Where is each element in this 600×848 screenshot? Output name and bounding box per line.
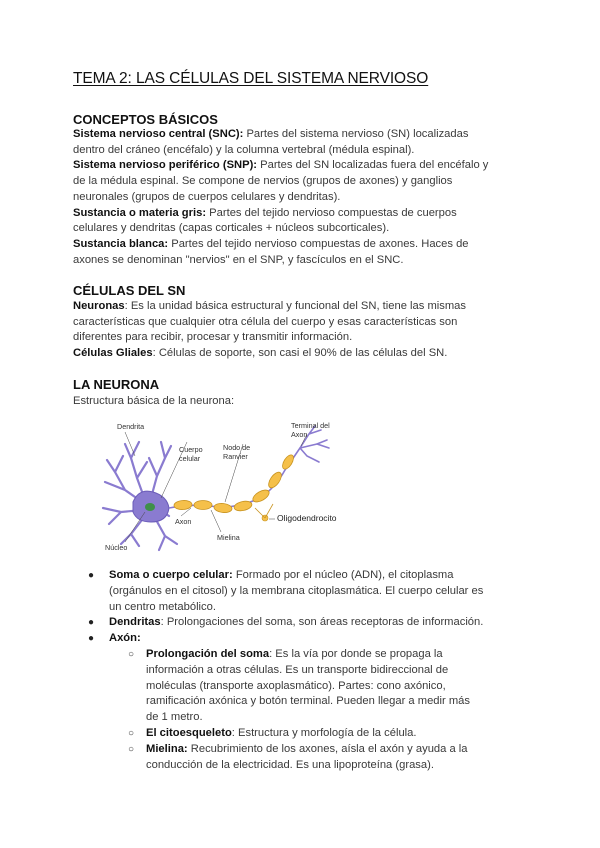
snp-text: Partes del SN localizadas fuera del encéfalo y [257,159,489,172]
gris-text: Partes del tejido nervioso compuestas de cuerpos [206,206,457,219]
term-mielina: Mielina: [146,742,188,755]
term-gliales: Células Gliales [73,347,153,360]
term-snp: Sistema nervioso periférico (SNP): [73,159,258,172]
page-title: TEMA 2: LAS CÉLULAS DEL SISTEMA NERVIOSO [73,70,429,87]
prolong-text-2: información a otras células. Es un transporte bidireccional de [146,663,449,676]
neuronas-text-2: características que cualquier otra célula del cuerpo y esas características son [73,315,458,328]
label-dendrita: Dendrita [117,422,145,431]
term-blanca: Sustancia blanca: [73,237,169,250]
snc-text: Partes del sistema nervioso (SN) localizadas [243,128,469,140]
term-dendritas: Dendritas [109,616,161,629]
bullet-icon: ● [88,570,95,581]
bullet-icon: ● [88,617,95,629]
oligodendrocyte-shape [255,504,273,521]
circle-bullet-icon: ○ [128,727,135,739]
label-nodo-2: Ranvier [223,452,248,461]
snp-text-3: neuronales (grupos de cuerpos celulares y dendritas). [73,190,341,203]
gris-text-2: celulares y dendritas (capas corticales + núcleos subcorticales). [73,222,390,235]
label-terminal-1: Terminal del [291,421,330,430]
neuronas-text: : Es la unidad básica estructural y funcional del SN, tiene las mismas [124,300,466,312]
soma-text: Formado por el núcleo (ADN), el citoplasma [232,569,454,581]
term-prolongacion: Prolongación del soma [146,647,270,660]
label-cuerpo-2: celular [179,454,201,463]
dendritas-text: : Prolongaciones del soma, son áreas receptoras de información. [160,616,484,629]
bullet-icon: ● [88,633,95,645]
celulas-paragraph [73,299,535,362]
label-oligodendrocito: Oligodendrocito [277,513,337,523]
label-cuerpo-1: Cuerpo [179,445,203,454]
prolong-text-3: moléculas (transporte axoplasmático). Partes: cono axónico, [146,679,446,692]
prolong-text: : Es la vía por donde se propaga la [269,647,443,660]
term-neuronas: Neuronas [73,300,125,312]
soma-text-3: un centro metabólico. [109,600,216,613]
neurona-list [73,568,535,773]
circle-bullet-icon: ○ [128,743,135,755]
blanca-text-2: axones se denominan "nervios" en el SNP, y fascículos en el SNC. [73,253,404,266]
list-item-soma [73,568,535,615]
term-snc: Sistema nervioso central (SNC): [73,128,244,140]
mielina-text-2: conducción de la electricidad. Es una lipoproteína (grasa). [146,758,434,771]
sublist-item-mielina [73,742,535,774]
term-soma: Soma o cuerpo celular: [109,569,233,581]
label-axon: Axon [175,517,192,526]
heading-neurona: LA NEURONA [73,377,160,392]
conceptos-paragraph [73,127,535,268]
label-terminal-2: Axon [291,430,308,439]
circle-bullet-icon: ○ [128,648,135,660]
snc-text-2: dentro del cráneo (encéfalo) y la columna vertebral (médula espinal). [73,143,415,156]
prolong-text-5: de 1 metro. [146,711,203,724]
snp-text-2: de la médula espinal. Se compone de nervios (grupos de axones) y ganglios [73,175,453,188]
label-nodo-1: Nodo de [223,443,251,452]
gliales-text: : Células de soporte, son casi el 90% de las células del SN. [152,347,448,360]
sublist-item-citoesqueleto [73,726,535,742]
prolong-text-4: ramificación axónica y botón terminal. Pueden llegar a medir más [146,695,470,708]
blanca-text: Partes del tejido nervioso compuestas de axones. Haces de [168,237,469,250]
neuron-diagram [95,412,375,558]
list-item-axon [73,631,535,647]
label-nucleo: Núcleo [105,543,128,552]
neuronas-text-3: diferentes para recibir, procesar y transmitir información. [73,331,353,344]
heading-conceptos: CONCEPTOS BÁSICOS [73,112,218,127]
heading-celulas: CÉLULAS DEL SN [73,283,186,298]
term-gris: Sustancia o materia gris: [73,206,207,219]
term-citoesqueleto: El citoesqueleto [146,726,232,739]
neurona-subtitle: Estructura básica de la neurona: [73,395,235,407]
cito-text: : Estructura y morfología de la célula. [231,726,417,739]
leader-lines [125,432,307,542]
term-axon: Axón: [109,632,141,645]
soma-text-2: (orgánulos en el citosol) y la membrana citoplasmática. El cuerpo celular es [109,584,484,597]
label-mielina: Mielina [217,533,240,542]
nucleus-shape [145,503,155,511]
list-item-dendritas [73,615,535,631]
mielina-text: Recubrimiento de los axones, aísla el axón y ayuda a la [187,742,468,755]
sublist-item-prolongacion [73,647,535,726]
